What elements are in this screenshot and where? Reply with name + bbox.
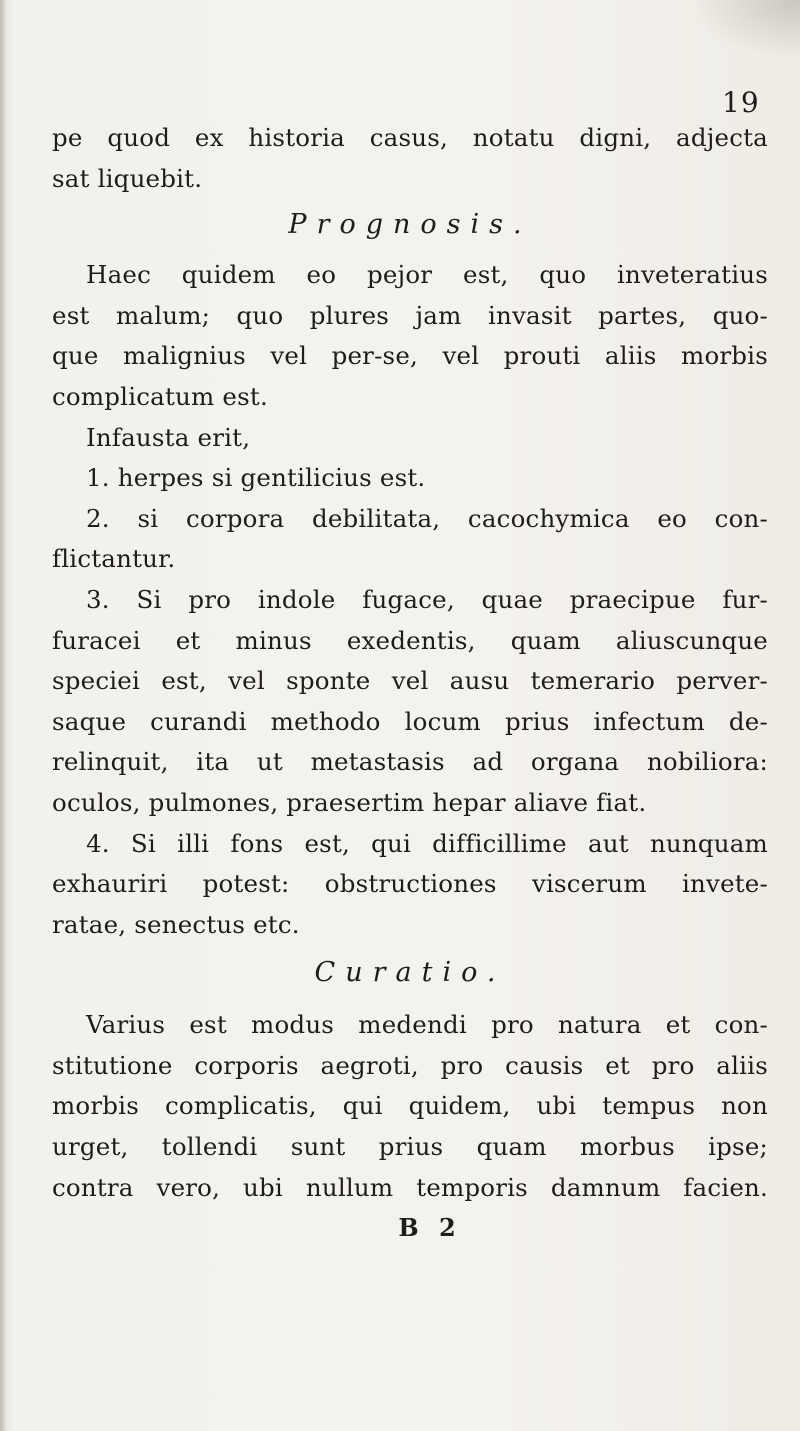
text-line: sat liquebit.: [52, 163, 203, 193]
text-block: [52, 118, 768, 1248]
list-item: 3. Si pro indole fugace, quae praecipue fur-: [86, 584, 768, 614]
text-line: exhauriri potest: obstructiones viscerum invete-: [52, 869, 768, 899]
text-line: ratae, senectus etc.: [52, 909, 300, 939]
page-number: 19: [722, 86, 760, 119]
text-line: oculos, pulmones, praesertim hepar aliave fiat.: [52, 787, 647, 817]
text-line: complicatum est.: [52, 381, 268, 411]
text-line: saque curandi methodo locum prius infectum de-: [52, 706, 768, 736]
text-line: Varius est modus medendi pro natura et con-: [86, 1010, 768, 1040]
page-corner-shade: [690, 0, 800, 60]
page-binding-edge: [0, 0, 6, 1431]
text-line: urget, tollendi sunt prius quam morbus ipse;: [52, 1132, 768, 1162]
text-line: Infausta erit,: [86, 422, 251, 452]
text-line: flictantur.: [52, 544, 176, 574]
list-item: 2. si corpora debilitata, cacochymica eo con-: [86, 503, 768, 533]
signature-mark: B 2: [398, 1213, 462, 1243]
section-heading-prognosis: Prognosis.: [288, 209, 532, 241]
text-line: contra vero, ubi nullum temporis damnum facien.: [52, 1172, 768, 1202]
text-line: pe quod ex historia casus, notatu digni, adjecta: [52, 123, 768, 152]
text-line: que malignius vel per-se, vel prouti aliis morbis: [52, 341, 768, 371]
text-line: Haec quidem eo pejor est, quo inveteratius: [86, 260, 768, 290]
text-line: furacei et minus exedentis, quam aliuscunque: [52, 625, 768, 655]
section-heading-curatio: Curatio.: [314, 957, 506, 989]
text-line: morbis complicatis, qui quidem, ubi tempus non: [52, 1091, 768, 1121]
text-line: speciei est, vel sponte vel ausu temerario perver-: [52, 666, 768, 696]
text-line: est malum; quo plures jam invasit partes, quo-: [52, 300, 768, 330]
text-line: relinquit, ita ut metastasis ad organa nobiliora:: [52, 747, 768, 777]
list-item: 4. Si illi fons est, qui difficillime aut nunquam: [86, 828, 768, 858]
list-item: 1. herpes si gentilicius est.: [86, 463, 426, 493]
text-line: stitutione corporis aegroti, pro causis et pro aliis: [52, 1050, 768, 1080]
